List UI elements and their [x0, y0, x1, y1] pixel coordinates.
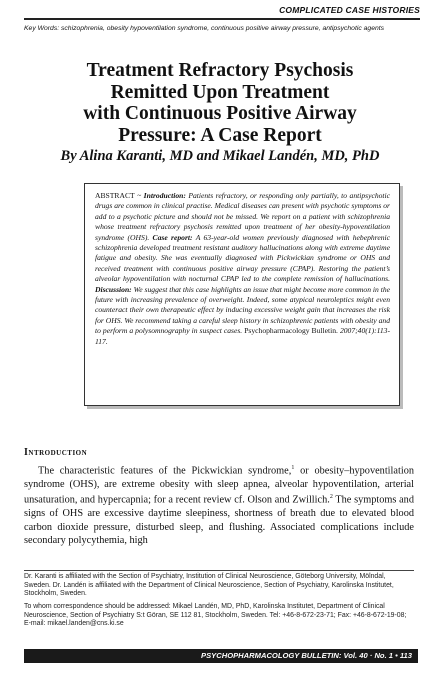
abstract-case-text: A 63-year-old women previously diagnosed with hebephrenic schizophrenia developed treatment resistant auditory hallucinations along with extreme daytime fatigue and obesity. She was eventually diagnosed with Pickwickian syndrome or OHS and received treatment with continuous positive airway pressure (CPAP). Restoring the patient’s alveolar hypoventilation with nocturnal CPAP led to the complete remission of hallucinations.: [95, 232, 391, 284]
affiliation-footnote: Dr. Karanti is affiliated with the Section of Psychiatry, Institution of Clinical Neuroscience, Göteborg University, Mölndal, Sweden. Dr. Landén is affiliated with the Department of Clinical Neuroscience, Section of Psychiatry, Karolinska Institutet, Stockholm, Sweden.: [24, 573, 394, 598]
abstract-citation-ref: 2007;40(1):113-117.: [95, 326, 390, 346]
abstract-discussion-text: We suggest that this case highlights an issue that might become more common in the future with increasing prevalence of overweight. Indeed, some atypical neuroleptics might even counteract their own therapeutic effect by inducing excessive weight gain that increases the risk for OHS. We recommend taking a careful sleep history in schizophrenic patients with obesity and to perform a polysomnography in suspect cases.: [95, 284, 390, 336]
footnote-divider: [24, 570, 414, 571]
section-label: COMPLICATED CASE HISTORIES: [279, 5, 420, 15]
keywords: Key Words: schizophrenia, obesity hypoventilation syndrome, continuous positive airway pressure, antipsychotic agents: [24, 25, 385, 32]
abstract-citation-journal: Psychopharmacology Bulletin.: [244, 326, 340, 336]
article-title: [24, 60, 416, 146]
reference-2: 2: [329, 494, 333, 501]
abstract-discussion-label: Discussion:: [95, 284, 132, 294]
introduction-paragraph: [24, 462, 414, 548]
title-line-4: Pressure: A Case Report: [118, 124, 322, 146]
abstract-intro-label: Introduction:: [143, 191, 186, 200]
intro-text-part-2: or obesity–hypoventilation syndrome (OHS), are extreme obesity with sleep apnea, alveolar hypoventilation, arterial unsaturation, and hypercapnia; for a recent review cf. Olson and Zwillich.: [24, 465, 414, 506]
intro-text-part-1: The characteristic features of the Pickwickian syndrome,: [38, 465, 292, 477]
abstract-label: ABSTRACT: [95, 191, 135, 200]
introduction-heading: Introduction: [24, 447, 88, 458]
title-line-1: Treatment Refractory Psychosis: [86, 60, 354, 81]
abstract-dash: ~: [134, 191, 144, 200]
intro-text-part-3: The symptoms and signs of OHS are excessive daytime sleepiness, shortness of breath due to elevated blood carbon dioxide pressure, disturbed sleep, and flushing. Associated complications include secondary polycythemia, high: [24, 494, 414, 547]
authors: By Alina Karanti, MD and Mikael Landén, MD, PhD: [60, 148, 380, 164]
title-line-3: with Continuous Positive Airway: [83, 103, 357, 124]
abstract-intro-text: Patients refractory, or responding only partially, to antipsychotic drugs are common in clinical practise. Medical diseases can present with psychotic symptoms or add to a psychotic picture and should not be missed. We report on a patient with schizophrenia whose treatment refractory psychosis remitted upon treatment of her obesity-hypoventilation syndrome (OHS).: [95, 191, 391, 242]
abstract-case-label: Case report:: [152, 232, 193, 242]
title-line-2: Remitted Upon Treatment: [110, 81, 330, 103]
abstract-box: [84, 183, 400, 406]
reference-1: 1: [291, 465, 295, 471]
journal-footer: PSYCHOPHARMACOLOGY BULLETIN: Vol. 40 · No. 1 • 113: [24, 649, 418, 663]
correspondence-footnote: To whom correspondence should be addressed: Mikael Landén, MD, PhD, Karolinska Institutet, Department of Clinical Neuroscience, Section of Psychiatry S:t Göran, SE 112 81, Stockholm, Sweden. Tel: +46-8-672-23-71; Fax: +46-8-672-19-08; E-mail: mikael.landen@cns.ki.se: [24, 603, 407, 628]
header-bar: [24, 6, 420, 20]
